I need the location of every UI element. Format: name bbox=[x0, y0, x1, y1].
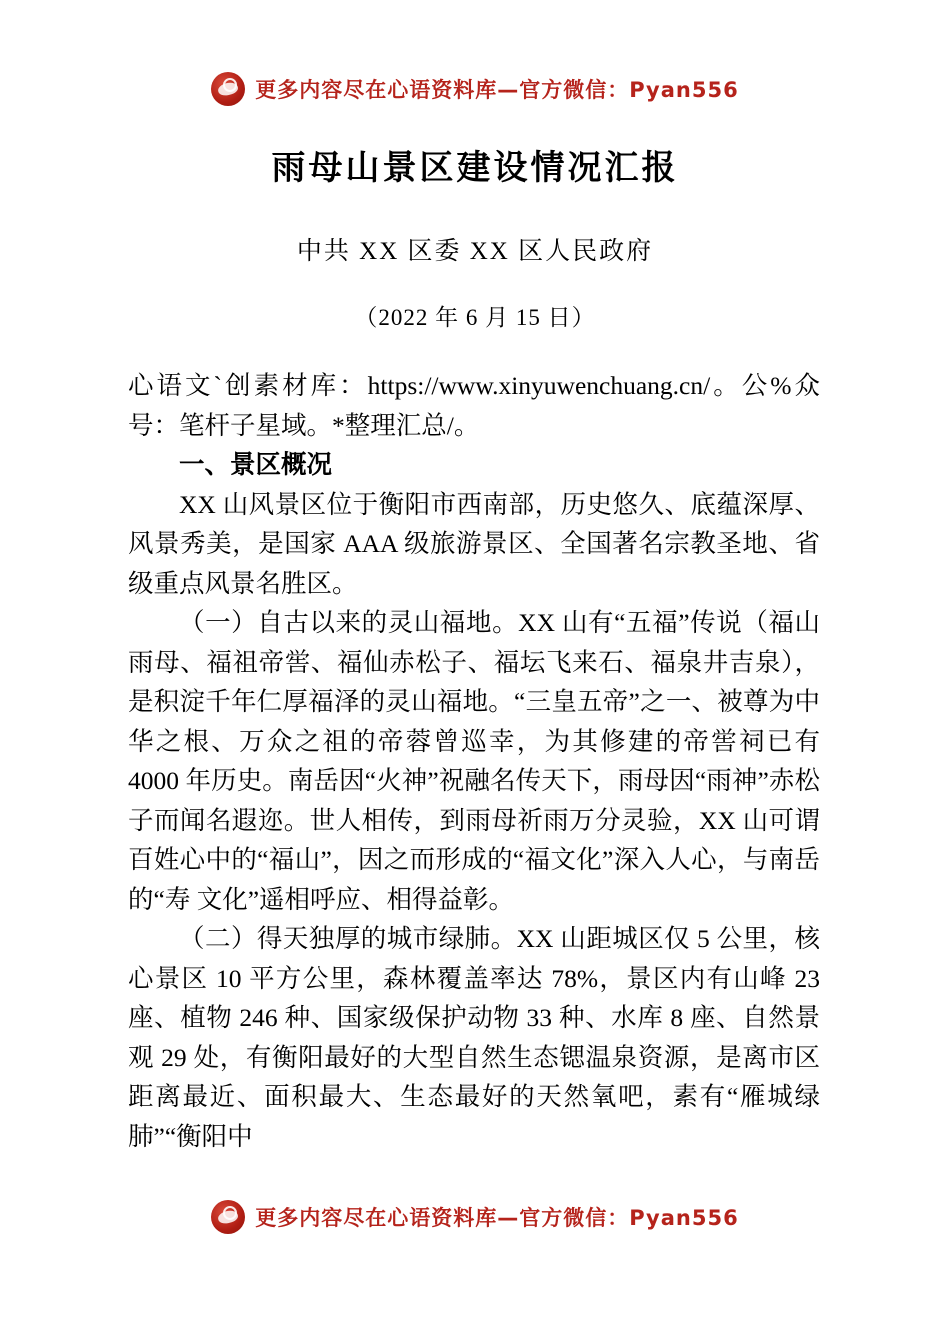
document-issuer: 中共 XX 区委 XX 区人民政府 bbox=[296, 238, 654, 265]
watermark-text: 更多内容尽在心语资料库—官方微信：Pyan556 bbox=[255, 1206, 739, 1230]
paragraph-overview: XX 山风景区位于衡阳市西南部，历史悠久、底蕴深厚、风景秀美，是国家 AAA 级旅游景区、全国著名宗教圣地、省级重点风景名胜区。 bbox=[128, 489, 820, 598]
document-content bbox=[0, 366, 950, 1156]
source-line: 心语文`创素材库：https://www.xinyuwenchuang.cn/。公%众号：笔杆子星域。*整理汇总/。 bbox=[128, 371, 820, 440]
watermark-banner-bottom bbox=[0, 1200, 950, 1234]
section-heading: 一、景区概况 bbox=[179, 450, 333, 480]
red-circle-logo-icon bbox=[211, 1200, 245, 1234]
watermark-text: 更多内容尽在心语资料库—官方微信：Pyan556 bbox=[255, 78, 739, 102]
paragraph-item-1: （一）自古以来的灵山福地。XX 山有“五福”传说（福山雨母、福祖帝喾、福仙赤松子、福坛飞来石、福泉井吉泉）， 是积淀千年仁厚福泽的灵山福地。“三皇五帝”之一、被尊为中 华之根、万众之祖的帝蓉曾巡幸，为其修建的帝喾祠已有 4000 年历史。南岳因“火神”祝融名传天下，雨母因“雨神”赤松子而闻名遐迩。世人相传，到雨母祈雨万分灵验，XX 山可谓百姓心中的“福山”，因之而形成的“福文化”深入人心，与南岳的“寿 文化”遥相呼应、相得益彰。 bbox=[128, 608, 820, 914]
page-title: 雨母山景区建设情况汇报 bbox=[271, 150, 679, 187]
document-date: （2022 年 6 月 15 日） bbox=[354, 305, 596, 330]
paragraph-item-2: （二）得天独厚的城市绿肺。XX 山距城区仅 5 公里，核心景区 10 平方公里，森林覆盖率达 78%，景区内有山峰 23 座、植物 246 种、国家级保护动物 33 种、水库 8 座、自然景观 29 处，有衡阳最好的大型自然生态锶温泉资源，是离市区距离最近、面积最大、生态最好的天然氧吧，素有“雁城绿肺”“衡阳中 bbox=[128, 924, 820, 1151]
